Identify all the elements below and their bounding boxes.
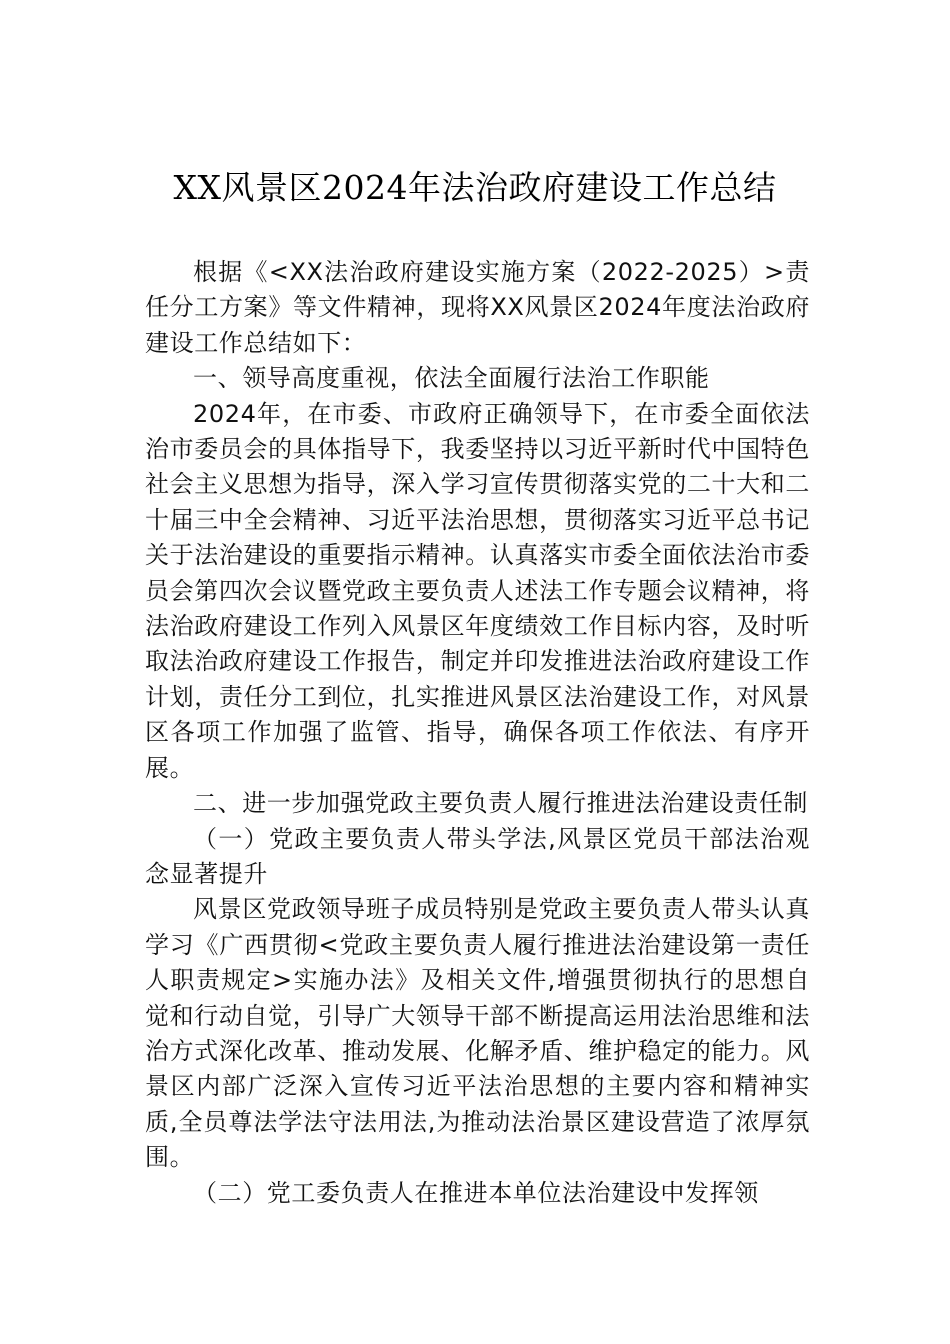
document-body	[145, 255, 810, 1211]
section-heading-2: 二、进一步加强党政主要负责人履行推进法治建设责任制	[193, 789, 808, 818]
section-heading-1: 一、领导高度重视，依法全面履行法治工作职能	[193, 364, 710, 393]
subsection-heading-1: （一）党政主要负责人带头学法,风景区党员干部法治观念显著提升	[145, 824, 810, 888]
body-paragraph: 2024年，在市委、市政府正确领导下，在市委全面依法治市委员会的具体指导下，我委坚持以习近平新时代中国特色社会主义思想为指导，深入学习宣传贯彻落实党的二十大和二十届三中全会精神、习近平法治思想，贯彻落实习近平总书记关于法治建设的重要指示精神。认真落实市委全面依法治市委员会第四次会议暨党政主要负责人述法工作专题会议精神，将法治政府建设工作列入风景区年度绩效工作目标内容，及时听取法治政府建设工作报告，制定并印发推进法治政府建设工作计划，责任分工到位，扎实推进风景区法治建设工作，对风景区各项工作加强了监管、指导，确保各项工作依法、有序开展。	[145, 399, 810, 782]
body-paragraph: 风景区党政领导班子成员特别是党政主要负责人带头认真学习《广西贯彻<党政主要负责人履行推进法治建设第一责任人职责规定>实施办法》及相关文件,增强贯彻执行的思想自觉和行动自觉，引导广大领导干部不断提高运用法治思维和法治方式深化改革、推动发展、化解矛盾、维护稳定的能力。风景区内部广泛深入宣传习近平法治思想的主要内容和精神实质,全员尊法学法守法用法,为推动法治景区建设营造了浓厚氛围。	[145, 895, 810, 1172]
subsection-heading-2: （二）党工委负责人在推进本单位法治建设中发挥领	[193, 1178, 759, 1207]
document-title: XX风景区2024年法治政府建设工作总结	[173, 168, 777, 207]
intro-paragraph: 根据《<XX法治政府建设实施方案（2022-2025）>责任分工方案》等文件精神，现将XX风景区2024年度法治政府建设工作总结如下：	[145, 258, 810, 357]
